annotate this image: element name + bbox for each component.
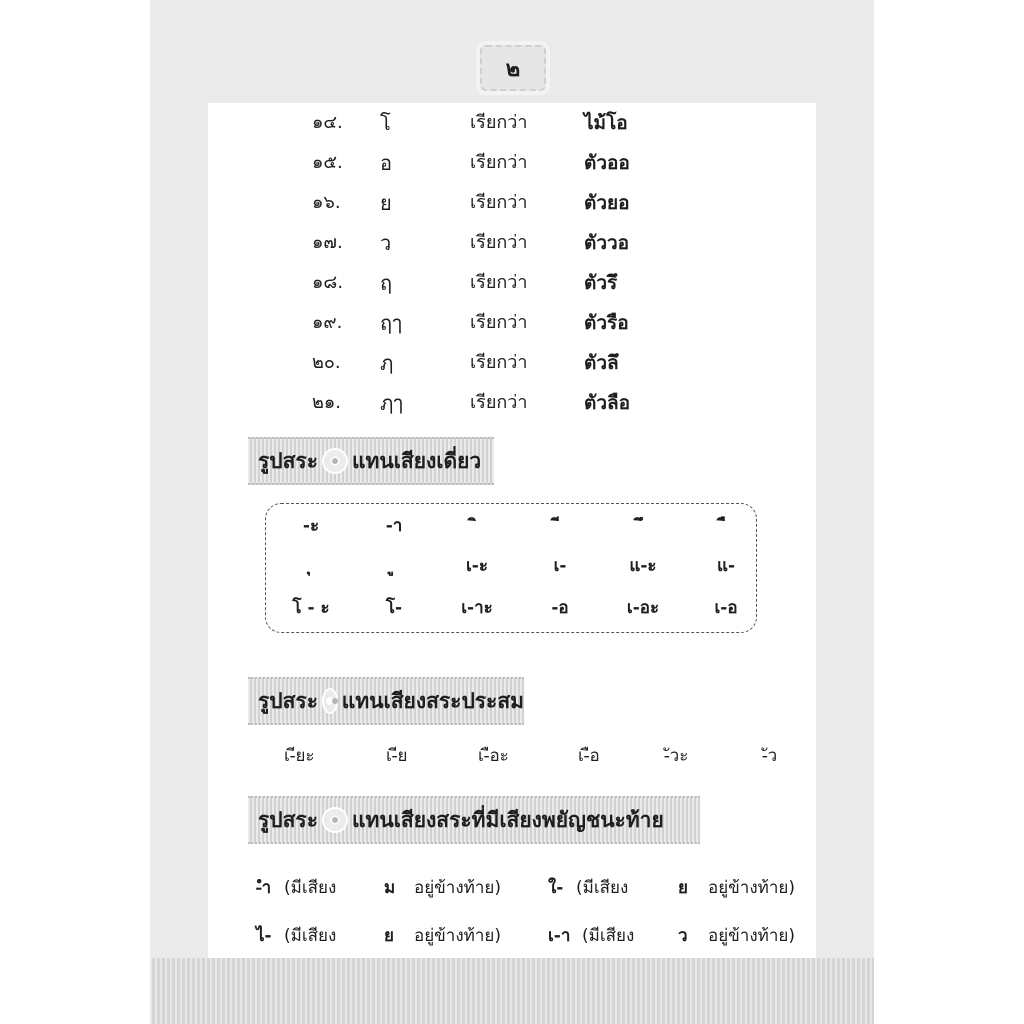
final-consonant: ม [384, 878, 396, 898]
letter-glyph: อ [380, 151, 393, 175]
final-vowel: -ำ [256, 878, 272, 898]
section-heading-final-consonant-vowels [248, 796, 700, 844]
letter-glyph: ว [380, 231, 392, 255]
vowel-cell: โ - ะ [292, 598, 330, 618]
item-number: ๑๘. [312, 272, 344, 293]
item-number: ๑๕. [312, 152, 343, 173]
vowel-cell [271, 554, 351, 578]
letter-glyph: ฤๅ [380, 311, 402, 335]
book-page [150, 0, 874, 1024]
letter-row [208, 343, 816, 383]
final-vowel: ใ- [548, 878, 564, 898]
letter-glyph: ย [380, 191, 392, 215]
vowel-cell [354, 554, 434, 578]
final-open: (มีเสียง [582, 926, 635, 946]
final-consonant: ย [678, 878, 688, 898]
flower-icon [324, 450, 346, 472]
content-sheet [208, 103, 816, 958]
letter-row [208, 383, 816, 423]
letter-name: ตัวลือ [584, 392, 631, 414]
called-label: เรียกว่า [470, 312, 528, 333]
called-label: เรียกว่า [470, 232, 528, 253]
vowel-cell [603, 514, 683, 538]
letter-glyph: ฦๅ [380, 391, 403, 415]
vowel-cell [437, 514, 517, 538]
vowel-cell: แ- [716, 556, 735, 576]
vowel-cell: -อ [551, 598, 569, 618]
letter-glyph: โ [380, 111, 391, 135]
letter-row [208, 103, 816, 143]
called-label: เรียกว่า [470, 152, 528, 173]
section-heading-compound-vowels [248, 677, 524, 725]
letter-name: ตัวออ [584, 152, 630, 174]
vowel-cell [686, 514, 766, 538]
letter-glyph: ฦ [380, 351, 394, 375]
vowel-cell: -า [385, 516, 403, 536]
letter-row [208, 263, 816, 303]
compound-vowel: เ-ือ [578, 746, 600, 766]
final-vowel: ไ- [256, 926, 272, 946]
flower-icon [324, 690, 336, 712]
item-number: ๒๑. [312, 392, 342, 413]
called-label: เรียกว่า [470, 272, 528, 293]
vowel-cell: เ- [553, 556, 567, 576]
letter-glyph: ฤ [380, 271, 393, 295]
compound-vowel: เ-ีย [386, 746, 408, 766]
item-number: ๑๖. [312, 192, 341, 213]
final-consonant: ย [384, 926, 394, 946]
letter-name: ตัวยอ [584, 192, 630, 214]
vowel-cell: เ-อ [714, 598, 738, 618]
vowel-cell: โ- [385, 598, 403, 618]
letter-name: ตัวรือ [584, 312, 629, 334]
vowel-cell: เ-าะ [461, 598, 493, 618]
final-open: (มีเสียง [576, 878, 629, 898]
called-label: เรียกว่า [470, 392, 528, 413]
compound-vowel: -ัวะ [664, 746, 689, 766]
compound-vowel: เ-ียะ [284, 746, 315, 766]
final-close: อยู่ข้างท้าย) [708, 926, 795, 946]
vowel-cell: เ-ะ [466, 556, 488, 576]
heading-text-b: แทนเสียงสระประสม [341, 688, 524, 713]
vowel-cell: -ะ [302, 516, 320, 536]
final-close: อยู่ข้างท้าย) [414, 878, 501, 898]
vowel-cell: เ-อะ [626, 598, 660, 618]
letter-name: ตัววอ [584, 232, 630, 254]
heading-text-a: รูปสระ [258, 448, 318, 473]
item-number: ๒๐. [312, 352, 341, 373]
bottom-texture-band [150, 958, 874, 1024]
flower-icon [324, 809, 346, 831]
page-number-badge: ๒ [480, 45, 546, 91]
final-close: อยู่ข้างท้าย) [414, 926, 501, 946]
final-open: (มีเสียง [284, 926, 337, 946]
single-vowel-box [265, 503, 757, 633]
heading-text-b: แทนเสียงสระที่มีเสียงพยัญชนะท้าย [352, 807, 664, 832]
final-open: (มีเสียง [284, 878, 337, 898]
called-label: เรียกว่า [470, 112, 528, 133]
vowel-cell: แ-ะ [629, 556, 657, 576]
letter-name: ไม้โอ [584, 112, 628, 134]
final-consonant: ว [678, 926, 688, 946]
final-close: อยู่ข้างท้าย) [708, 878, 795, 898]
letter-row [208, 303, 816, 343]
letter-row [208, 183, 816, 223]
heading-text-b: แทนเสียงเดี่ยว [352, 448, 482, 473]
item-number: ๑๙. [312, 312, 343, 333]
heading-text-a: รูปสระ [258, 807, 318, 832]
item-number: ๑๗. [312, 232, 343, 253]
letter-name: ตัวรึ [584, 272, 618, 294]
letter-name: ตัวลึ [584, 352, 619, 374]
final-vowel: เ-า [548, 926, 571, 946]
vowel-cell [520, 514, 600, 538]
letter-row [208, 143, 816, 183]
called-label: เรียกว่า [470, 352, 528, 373]
letter-row [208, 223, 816, 263]
compound-vowel: -ัว [762, 746, 778, 766]
heading-text-a: รูปสระ [258, 688, 318, 713]
compound-vowel: เ-ือะ [478, 746, 509, 766]
item-number: ๑๔. [312, 112, 343, 133]
section-heading-single-vowels [248, 437, 494, 485]
called-label: เรียกว่า [470, 192, 528, 213]
